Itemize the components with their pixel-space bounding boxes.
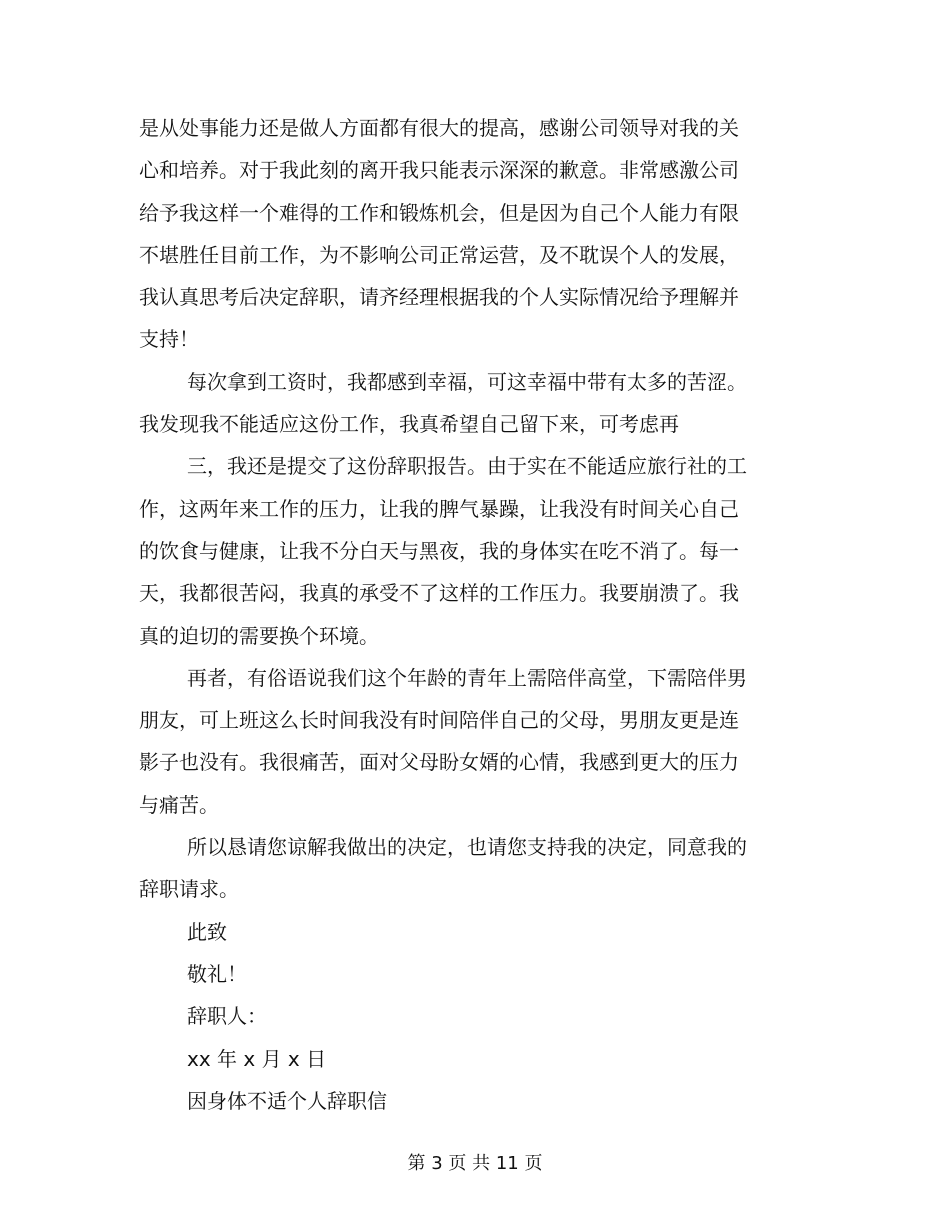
paragraph — [139, 445, 759, 656]
text-line: 辞职请求。 — [139, 877, 239, 902]
text-line: 真的迫切的需要换个环境。 — [139, 623, 379, 648]
text-line: 辞职人： — [187, 1004, 267, 1029]
text-line: 我认真思考后决定辞职，请齐经理根据我的个人实际情况给予理解并 — [139, 285, 739, 310]
section-heading — [139, 1080, 759, 1122]
text-line: 心和培养。对于我此刻的离开我只能表示深深的歉意。非常感激公司 — [139, 158, 739, 183]
paragraph — [139, 361, 759, 446]
text-line: 与痛苦。 — [139, 792, 219, 817]
closing-salutation — [139, 911, 759, 953]
text-line: 不堪胜任目前工作，为不影响公司正常运营，及不耽误个人的发展， — [139, 242, 739, 267]
text-line: 作，这两年来工作的压力，让我的脾气暴躁，让我没有时间关心自己 — [139, 496, 739, 521]
text-line: 影子也没有。我很痛苦，面对父母盼女婿的心情，我感到更大的压力 — [139, 750, 739, 775]
text-line: 天，我都很苦闷，我真的承受不了这样的工作压力。我要崩溃了。我 — [139, 581, 739, 606]
text-line: 是从处事能力还是做人方面都有很大的提高，感谢公司领导对我的关 — [139, 116, 739, 140]
date-line — [139, 1038, 759, 1080]
text-line: 朋友，可上班这么长时间我没有时间陪伴自己的父母，男朋友更是连 — [139, 708, 739, 733]
page-number-footer: 第 3 页 共 11 页 — [407, 1153, 543, 1174]
text-line: xx 年 x 月 x 日 — [187, 1046, 327, 1071]
text-line: 所以恳请您谅解我做出的决定，也请您支持我的决定，同意我的 — [187, 835, 747, 860]
paragraph — [139, 826, 759, 911]
text-line: 的饮食与健康，让我不分白天与黑夜，我的身体实在吃不消了。每一 — [139, 538, 739, 563]
paragraph — [139, 657, 759, 826]
document-body — [139, 107, 759, 1122]
paragraph — [139, 107, 759, 361]
text-line: 支持！ — [139, 327, 199, 352]
text-line: 再者，有俗语说我们这个年龄的青年上需陪伴高堂，下需陪伴男 — [187, 665, 747, 690]
signature-label — [139, 995, 759, 1037]
text-line: 三，我还是提交了这份辞职报告。由于实在不能适应旅行社的工 — [187, 454, 747, 479]
text-line: 每次拿到工资时，我都感到幸福，可这幸福中带有太多的苦涩。 — [187, 369, 747, 394]
closing-regards — [139, 953, 759, 995]
text-line: 我发现我不能适应这份工作，我真希望自己留下来，可考虑再 — [139, 412, 679, 437]
text-line: 给予我这样一个难得的工作和锻炼机会，但是因为自己个人能力有限 — [139, 200, 739, 225]
text-line: 因身体不适个人辞职信 — [187, 1088, 387, 1113]
text-line: 此致 — [187, 919, 227, 944]
text-line: 敬礼！ — [187, 961, 247, 986]
